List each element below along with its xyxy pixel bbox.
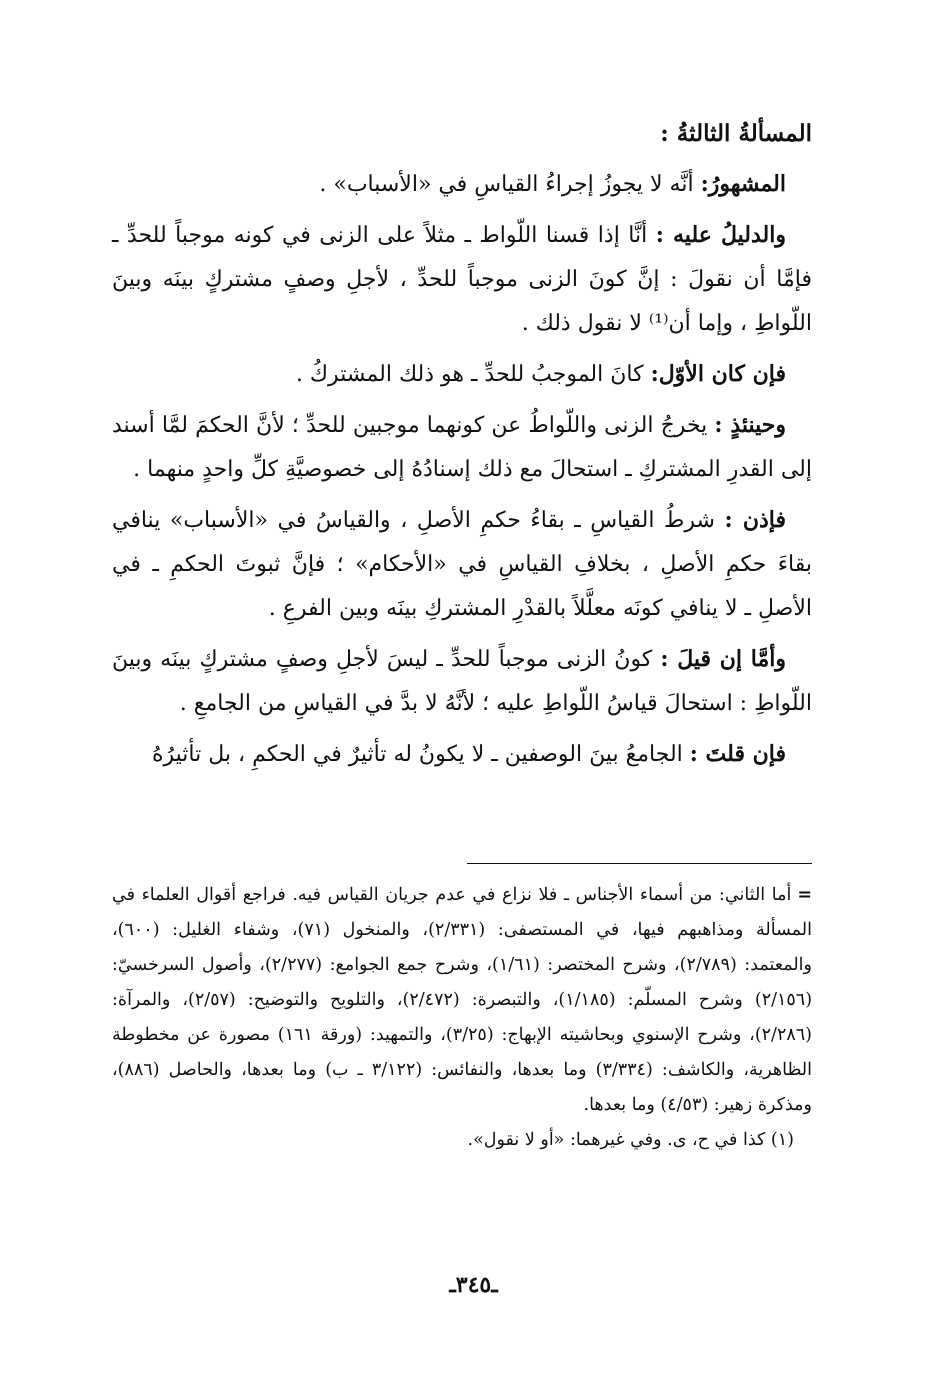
footnote-divider: [467, 863, 812, 864]
paragraph-text: كانَ الموجبُ للحدِّ ـ هو ذلك المشتركُ .: [295, 362, 651, 387]
paragraph-text: يخرجُ الزنى واللّواطُ عن كونهما موجبين للحدِّ ؛ لأنَّ الحكمَ لمَّا أسند إلى القدرِ المشتركِ ـ استحالَ مع ذلك إسنادُهُ إلى خصوصيَّةِ كلِّ واحدٍ منهما .: [112, 413, 812, 482]
paragraph: [112, 403, 812, 492]
paragraph-lead: وحينئذٍ :: [714, 412, 787, 438]
footnote-continuation: [112, 878, 812, 1123]
continuation-mark: =: [797, 885, 812, 905]
paragraph-lead: فإن كان الأوّل:: [650, 361, 786, 387]
paragraph-text: شرطُ القياسِ ـ بقاءُ حكمِ الأصلِ ، والقياسُ في «الأسباب» ينافي بقاءَ حكمِ الأصلِ ، بخلافِ القياسِ في «الأحكام» ؛ فإنَّ ثبوتَ الحكمِ ـ في الأصلِ ـ لا ينافي كونَه معلَّلاً بالقدْرِ المشتركِ بينَه وبين الفرعِ .: [112, 508, 812, 621]
footnotes: [112, 878, 812, 1158]
paragraph: [112, 213, 812, 346]
paragraph-lead: والدليلُ عليه :: [655, 222, 786, 248]
paragraph-lead: وأمَّا إن قيلَ :: [660, 646, 786, 672]
section-heading: المسألةُ الثالثةُ :: [660, 120, 812, 147]
paragraph: [112, 162, 812, 207]
paragraph: [112, 637, 812, 726]
footnote-1: (١) كذا في ح، ى. وفي غيرهما: «أو لا نقول».: [467, 1130, 794, 1150]
paragraph: [112, 498, 812, 631]
paragraph-text: أنَّه لا يجوزُ إجراءُ القياسِ في «الأسباب» .: [319, 172, 701, 197]
footnote-continuation-text: أما الثاني: من أسماء الأجناس ـ فلا نزاع في عدم جريان القياس فيه. فراجع أقوال العلماء في المسألة ومذاهبهم فيها، في المستصفى: (٢/٣٣١)، والمنخول (٧١)، وشفاء الغليل: (٦٠٠)، والمعتمد: (٢/٧٨٩)، وشرح المختصر: (١/٦١)، وشرح جمع الجوامع: (٢/٢٧٧)، وأصول السرخسيّ: (٢/١٥٦) وشرح المسلّم: (١/١٨٥)، والتبصرة: (٢/٤٧٢)، والتلويح والتوضيح: (٢/٥٧)، والمرآة: (٢/٢٨٦)، وشرح الإسنوي وبحاشيته الإبهاج: (٣/٢٥)، والتمهيد: (ورقة ١٦١) مصورة عن مخطوطة الظاهرية، والكاشف: (٣/٣٣٤) وما بعدها، والنفائس: (٣/١٢٢ ـ ب) وما بعدها، والحاصل (٨٨٦)، ومذكرة زهير: (٤/٥٣) وما بعدها.: [112, 885, 813, 1115]
main-text: [112, 112, 812, 783]
paragraph: [112, 732, 812, 777]
paragraph-lead: المشهورُ:: [700, 171, 786, 197]
paragraph-lead: فإن قلتَ :: [689, 741, 786, 767]
paragraph-lead: فإذن :: [724, 507, 787, 533]
page-number: ـ٣٤٥ـ: [449, 1272, 498, 1298]
paragraph-text: كونُ الزنى موجباً للحدِّ ـ ليسَ لأجلِ وصفٍ مشتركٍ بينَه وبينَ اللّواطِ : استحالَ قياسُ اللّواطِ عليه ؛ لأنَّهُ لا بدَّ في القياسِ من الجامعِ .: [112, 647, 812, 716]
paragraph-text: أنَّا إذا قسنا اللّواط ـ مثلاً على الزنى في كونه موجباً للحدِّ ـ فإمَّا أن نقولَ : إنَّ كونَ الزنى موجباً للحدِّ ، لأجلِ وصفٍ مشتركٍ بينَه وبينَ اللّواطِ ، وإما أن⁽¹⁾ لا نقول ذلك .: [112, 223, 812, 336]
paragraph-text: الجامعُ بينَ الوصفين ـ لا يكونُ له تأثيرٌ في الحكمِ ، بل تأثيرُهُ: [151, 742, 690, 767]
paragraph: [112, 352, 812, 397]
